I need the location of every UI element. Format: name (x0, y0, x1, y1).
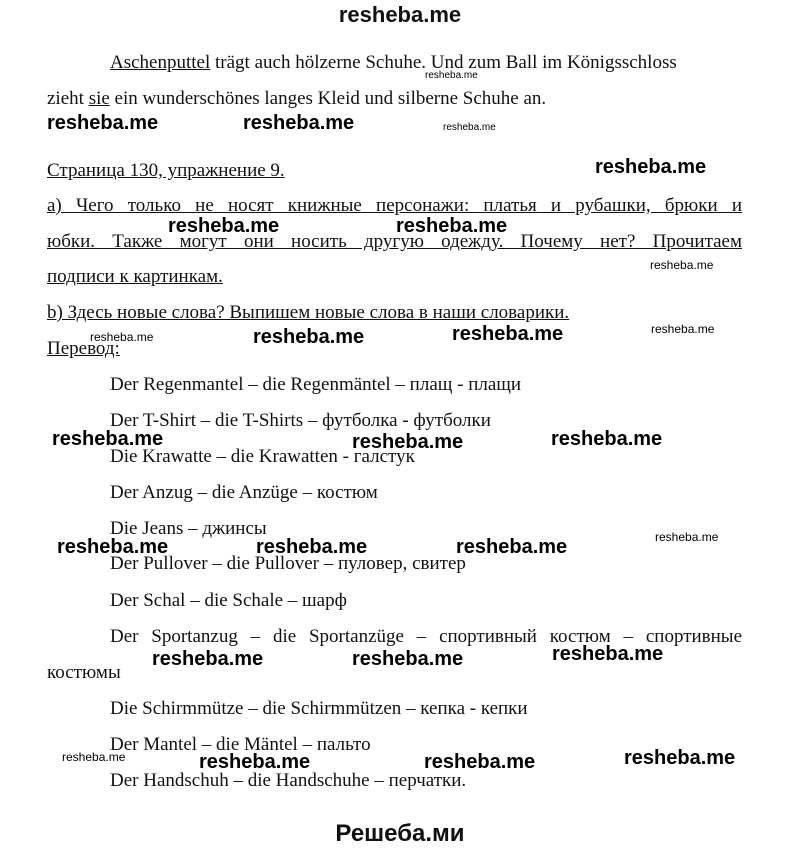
watermark: resheba.me (443, 122, 496, 133)
watermark: resheba.me (52, 428, 164, 450)
paragraph-line-2-text: ein wunderschönes langes Kleid und silberne Schuhe an. (109, 88, 547, 109)
part-b-line: b) Здесь новые слова? Выпишем новые слова в наши словарики. (47, 302, 570, 323)
name-aschenputtel: Aschenputtel (110, 52, 211, 73)
watermark: resheba.me (425, 70, 478, 81)
paragraph-line-1-text: trägt auch hölzerne Schuhe. Und zum Ball im Königsschloss (210, 52, 677, 73)
translation-label: Перевод: (47, 338, 120, 359)
watermark: resheba.me (256, 536, 368, 558)
watermark: resheba.me (424, 751, 536, 773)
vocab-item: Die Schirmmütze – die Schirmmützen – кепка - кепки (110, 698, 528, 719)
part-a-line-3: подписи к картинкам. (47, 266, 223, 287)
vocab-item: Die Krawatte – die Krawatten - галстук (110, 446, 415, 467)
vocab-item: Der Regenmantel – die Regenmäntel – плащ - плащи (110, 374, 522, 395)
watermark: resheba.me (456, 536, 568, 558)
site-header[interactable]: resheba.me (338, 2, 462, 27)
vocab-item: Der Anzug – die Anzüge – костюм (110, 482, 378, 503)
watermark: resheba.me (90, 330, 154, 344)
paragraph-line-1 (110, 52, 677, 74)
paragraph-line-2-start: zieht (47, 88, 89, 109)
vocab-item: Der Schal – die Schale – шарф (110, 590, 347, 611)
watermark: resheba.me (650, 258, 714, 272)
vocab-item: Der T-Shirt – die T-Shirts – футболка - футболки (110, 410, 491, 431)
watermark: resheba.me (352, 431, 464, 453)
watermark: resheba.me (62, 750, 126, 764)
watermark: resheba.me (624, 747, 736, 769)
watermark: resheba.me (552, 643, 664, 665)
exercise-heading: Страница 130, упражнение 9. (47, 160, 285, 181)
watermark: resheba.me (651, 322, 715, 336)
watermark: resheba.me (199, 751, 311, 773)
watermark: resheba.me (243, 112, 355, 134)
watermark: resheba.me (253, 326, 365, 348)
watermark: resheba.me (152, 648, 264, 670)
watermark: resheba.me (168, 215, 280, 237)
paragraph-line-2 (47, 88, 546, 110)
vocab-item: Der Sportanzug – die Sportanzüge – спортивный костюм – спортивные (110, 626, 742, 647)
part-a-line-1: а) Чего только не носят книжные персонажи: платья и рубашки, брюки и (47, 195, 742, 216)
watermark: resheba.me (57, 536, 169, 558)
vocab-item: Die Jeans – джинсы (110, 518, 267, 539)
vocab-item-continued: костюмы (47, 662, 121, 683)
watermark: resheba.me (595, 156, 707, 178)
watermark: resheba.me (655, 530, 719, 544)
vocab-item: Der Mantel – die Mäntel – пальто (110, 734, 371, 755)
watermark: resheba.me (352, 648, 464, 670)
site-footer[interactable]: Решеба.ми (335, 820, 465, 847)
vocab-item: Der Handschuh – die Handschuhe – перчатки. (110, 770, 467, 791)
pronoun-sie: sie (88, 88, 110, 109)
watermark: resheba.me (47, 112, 159, 134)
watermark: resheba.me (452, 323, 564, 345)
part-a-line-2: юбки. Также могут они носить другую одежду. Почему нет? Прочитаем (47, 231, 742, 252)
vocab-item: Der Pullover – die Pullover – пуловер, свитер (110, 553, 466, 574)
watermark: resheba.me (551, 428, 663, 450)
watermark: resheba.me (396, 215, 508, 237)
